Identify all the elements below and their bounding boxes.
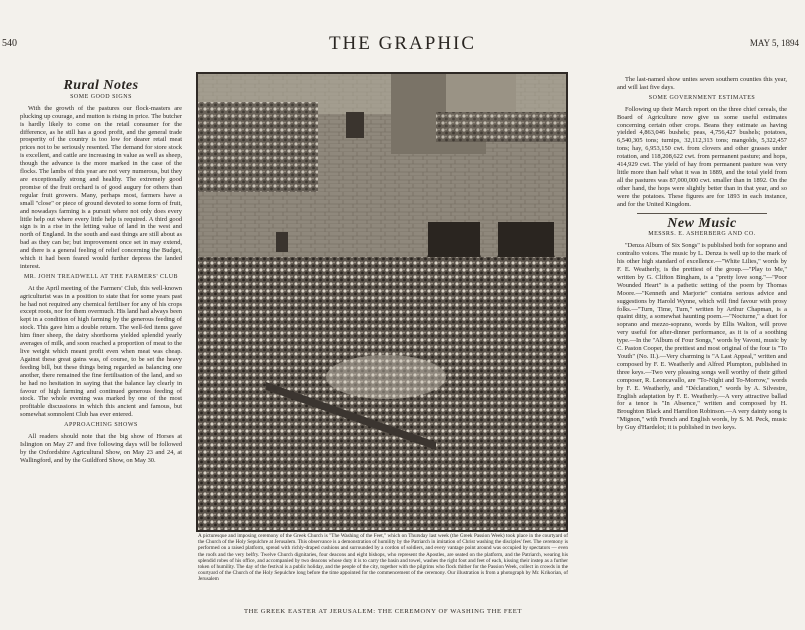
masthead: THE GRAPHIC (328, 33, 477, 54)
left-column (20, 76, 182, 624)
paragraph: Following up their March report on the three chief cereals, the Board of Agriculture now give us some useful estimates concerning certain other crops. Beans they estimate as having yielded 4,863,046 bushels; peas, 4,756,427 bushels; potatoes, 6,540,305 tons; turnips, 32,112,313 tons; mangolds, 5,322,457 tons; hay, 6,953,150 cwt. from clovers and other grasses under rotation, and 118,208,622 cwt. from permanent pasture; and hops, 414,929 cwt. The yield of hay from permanent pasture was very little more than half what it was in 1889, and the total yield from all the pastures was 87,000,000 cwt. smaller than in 1892. On the other hand, the hops were slightly better than in that year, and so were the potatoes. These figures are for 1893 in each instance, and for the United Kingdom. (617, 105, 787, 208)
right-column (617, 76, 787, 624)
subhead-asherberg: MESSRS. E. ASHERBERG AND CO. (648, 231, 756, 238)
engraving-image (196, 72, 568, 532)
paragraph: All readers should note that the big show of Horses at Islington on May 27 and five following days will be followed by the Oxfordshire Agricultural Show, on May 23 and 24, at Wallingford, and by the Guildford Show, on May 30. (20, 433, 182, 464)
subhead-government-estimates: SOME GOVERNMENT ESTIMATES (648, 94, 756, 101)
illustration-title: THE GREEK EASTER AT JERUSALEM: THE CEREMONY OF WASHING THE FEET (243, 608, 523, 615)
illustration-caption: A picturesque and imposing ceremony of the Greek Church is "The Washing of the Feet," which on Thursday last week (the Greek Passion Week) took place in the courtyard of the Church of the Holy Sepulchre at Jerusalem. This observance is a demonstration of humility by the Patriarch in imitation of Christ washing the disciples' feet. The ceremony is performed on a raised platform, spread with richly-draped cushions and surrounded by a cordon of soldiers, and every vantage point around was occupied by spectators — even the roofs and the very belfry. Twelve Church dignitaries, four deacons and eight bishops, who represent the Apostles, are seated on the platform, and the Patriarch, wearing his splendid robes of his office, and accompanied by two deacons whose duty it is to carry the basin and towel, washes the right foot and feet of each, kissing their instep as a further token of humility. The day of the festival is a public holiday, and the people of the city, together with the pilgrims who flock thither for the Passion Week, collect in crowds in the courtyard of the Church of the Holy Sepulchre long before the time appointed for the commencement of the ceremony. Our illustration is from a photograph by Mr. Krikorian, of Jerusalem (198, 533, 568, 583)
section-title-rural-notes: Rural Notes (63, 78, 139, 93)
section-divider (637, 213, 767, 214)
issue-date: MAY 5, 1894 (749, 38, 799, 48)
paragraph: "Denza Album of Six Songs" is published both for soprano and contralto voices. The music by L. Denza is well up to the mark of his other high standard of excellence.—"White Lilies," words by F. E. Weatherly, is the prettiest of the group.—"Play to Me," written by G. Clifton Bingham, is a "pretty love song."—"Poor Wounded Heart" is a pathetic setting of the poem by Thomas Moore.—"Kenneth and Marjorie" contains serious advice and suggestions by Harold Wynne, which will find favour with prosy folks.—"Turn, Time, Turn," written by Arthur Chapman, is a quaint ditty, a somewhat haunting poem.—"Nocturne," a duet for soprano and mezzo-soprano, words by Ellis Walton, will prove very useful for after-dinner performance, as it is of a soothing type.—In the "Album of Four Songs," words by Vavoni, music by C. Paston Cooper, the prettiest and most original of the four is "To Youth" (No. II.).—Very charming is "A Last Appeal," written and composed by F. E. Weatherly and Alfred Plumpton, published in three keys.—Two very pleasing songs well worthy of their gifted composer, R. Leoncavallo, are "To-Night and To-Morrow," words by F. E. Weatherly, and "Déclaration," words by A. Silvestre, English adaptation by F. E. Weatherly.—A very attractive ballad for a tenor is "In Absence," written and composed by H. Broughton Black and Hamilton Robinson.—A very dainty song is "Mignon," with French and English words, by S. M. Peck, music by Guy d'Hardelot; it is published in two keys. (617, 242, 787, 432)
page-number: 540 (2, 38, 17, 49)
subhead-treadwell: MR. JOHN TREADWELL AT THE FARMERS' CLUB (23, 273, 179, 280)
ceremony-illustration (196, 72, 568, 532)
section-title-new-music: New Music (667, 215, 737, 231)
page-header (0, 0, 805, 54)
paragraph: The last-named show unites seven southern counties this year, and will last five days. (617, 76, 787, 91)
paragraph: At the April meeting of the Farmers' Club, this well-known agriculturist was in a position to state that for some years past he had not required any chemical fertiliser for any of his crops except roots, nor for them overmuch. His land had always been kept in a condition of high farming by the generous feeding of stock. This gave him a double return. The well-fed items gave him finer sheep, the dairy shorthorns yielded splendid yearly averages of milk, and soon reached a proportion of meat to the live weight which meant profit even when meat was cheap. Against these great gains was, of course, to be set the heavy feeding bill, but these things being regarded as balancing one another, there remained the fine fertilisation of the land, and so he had no hesitation in saying that the balance lay clearly in favour of high farming and continued generous feeding of stock. The whole evening was marked by one of the most profitable discussions in which this ancient and famous, but somewhat somnolent Club has ever entered. (20, 284, 182, 419)
subhead-approaching-shows: APPROACHING SHOWS (64, 422, 138, 429)
paragraph: With the growth of the pastures our flock-masters are plucking up courage, and mutton is rising in price. The butcher is hardly likely to come on the retail consumer for the difference, as he still has a good profit, and the general trade prosperity of the country is too low for dearer retail meat prices not to be seriously resented. The demand for store stock is excellent, and cattle are increasing in value as well as sheep, though the advance is the more marked in the case of the flocks. The lambs of this year are not very numerous, but they are exceptionally strong and healthy. The extremely good promise of the fruit orchard is of good augury for others than regular fruit growers. Many, perhaps most, farmers have a small "close" or piece of ground devoted to some form of fruit, and nowadays farming is a pursuit where not only does every little help out where every little help is required. A third good sign is in a rise in the letting value of land in the west and north of England. In the south and east things are still about as bad as they can be; but improvement once set in may extend, and there is a general feeling of relief concerning the Budget, which it had been feared would further depress the landed interest. (20, 104, 182, 270)
subhead-some-good-signs: SOME GOOD SIGNS (70, 93, 132, 100)
